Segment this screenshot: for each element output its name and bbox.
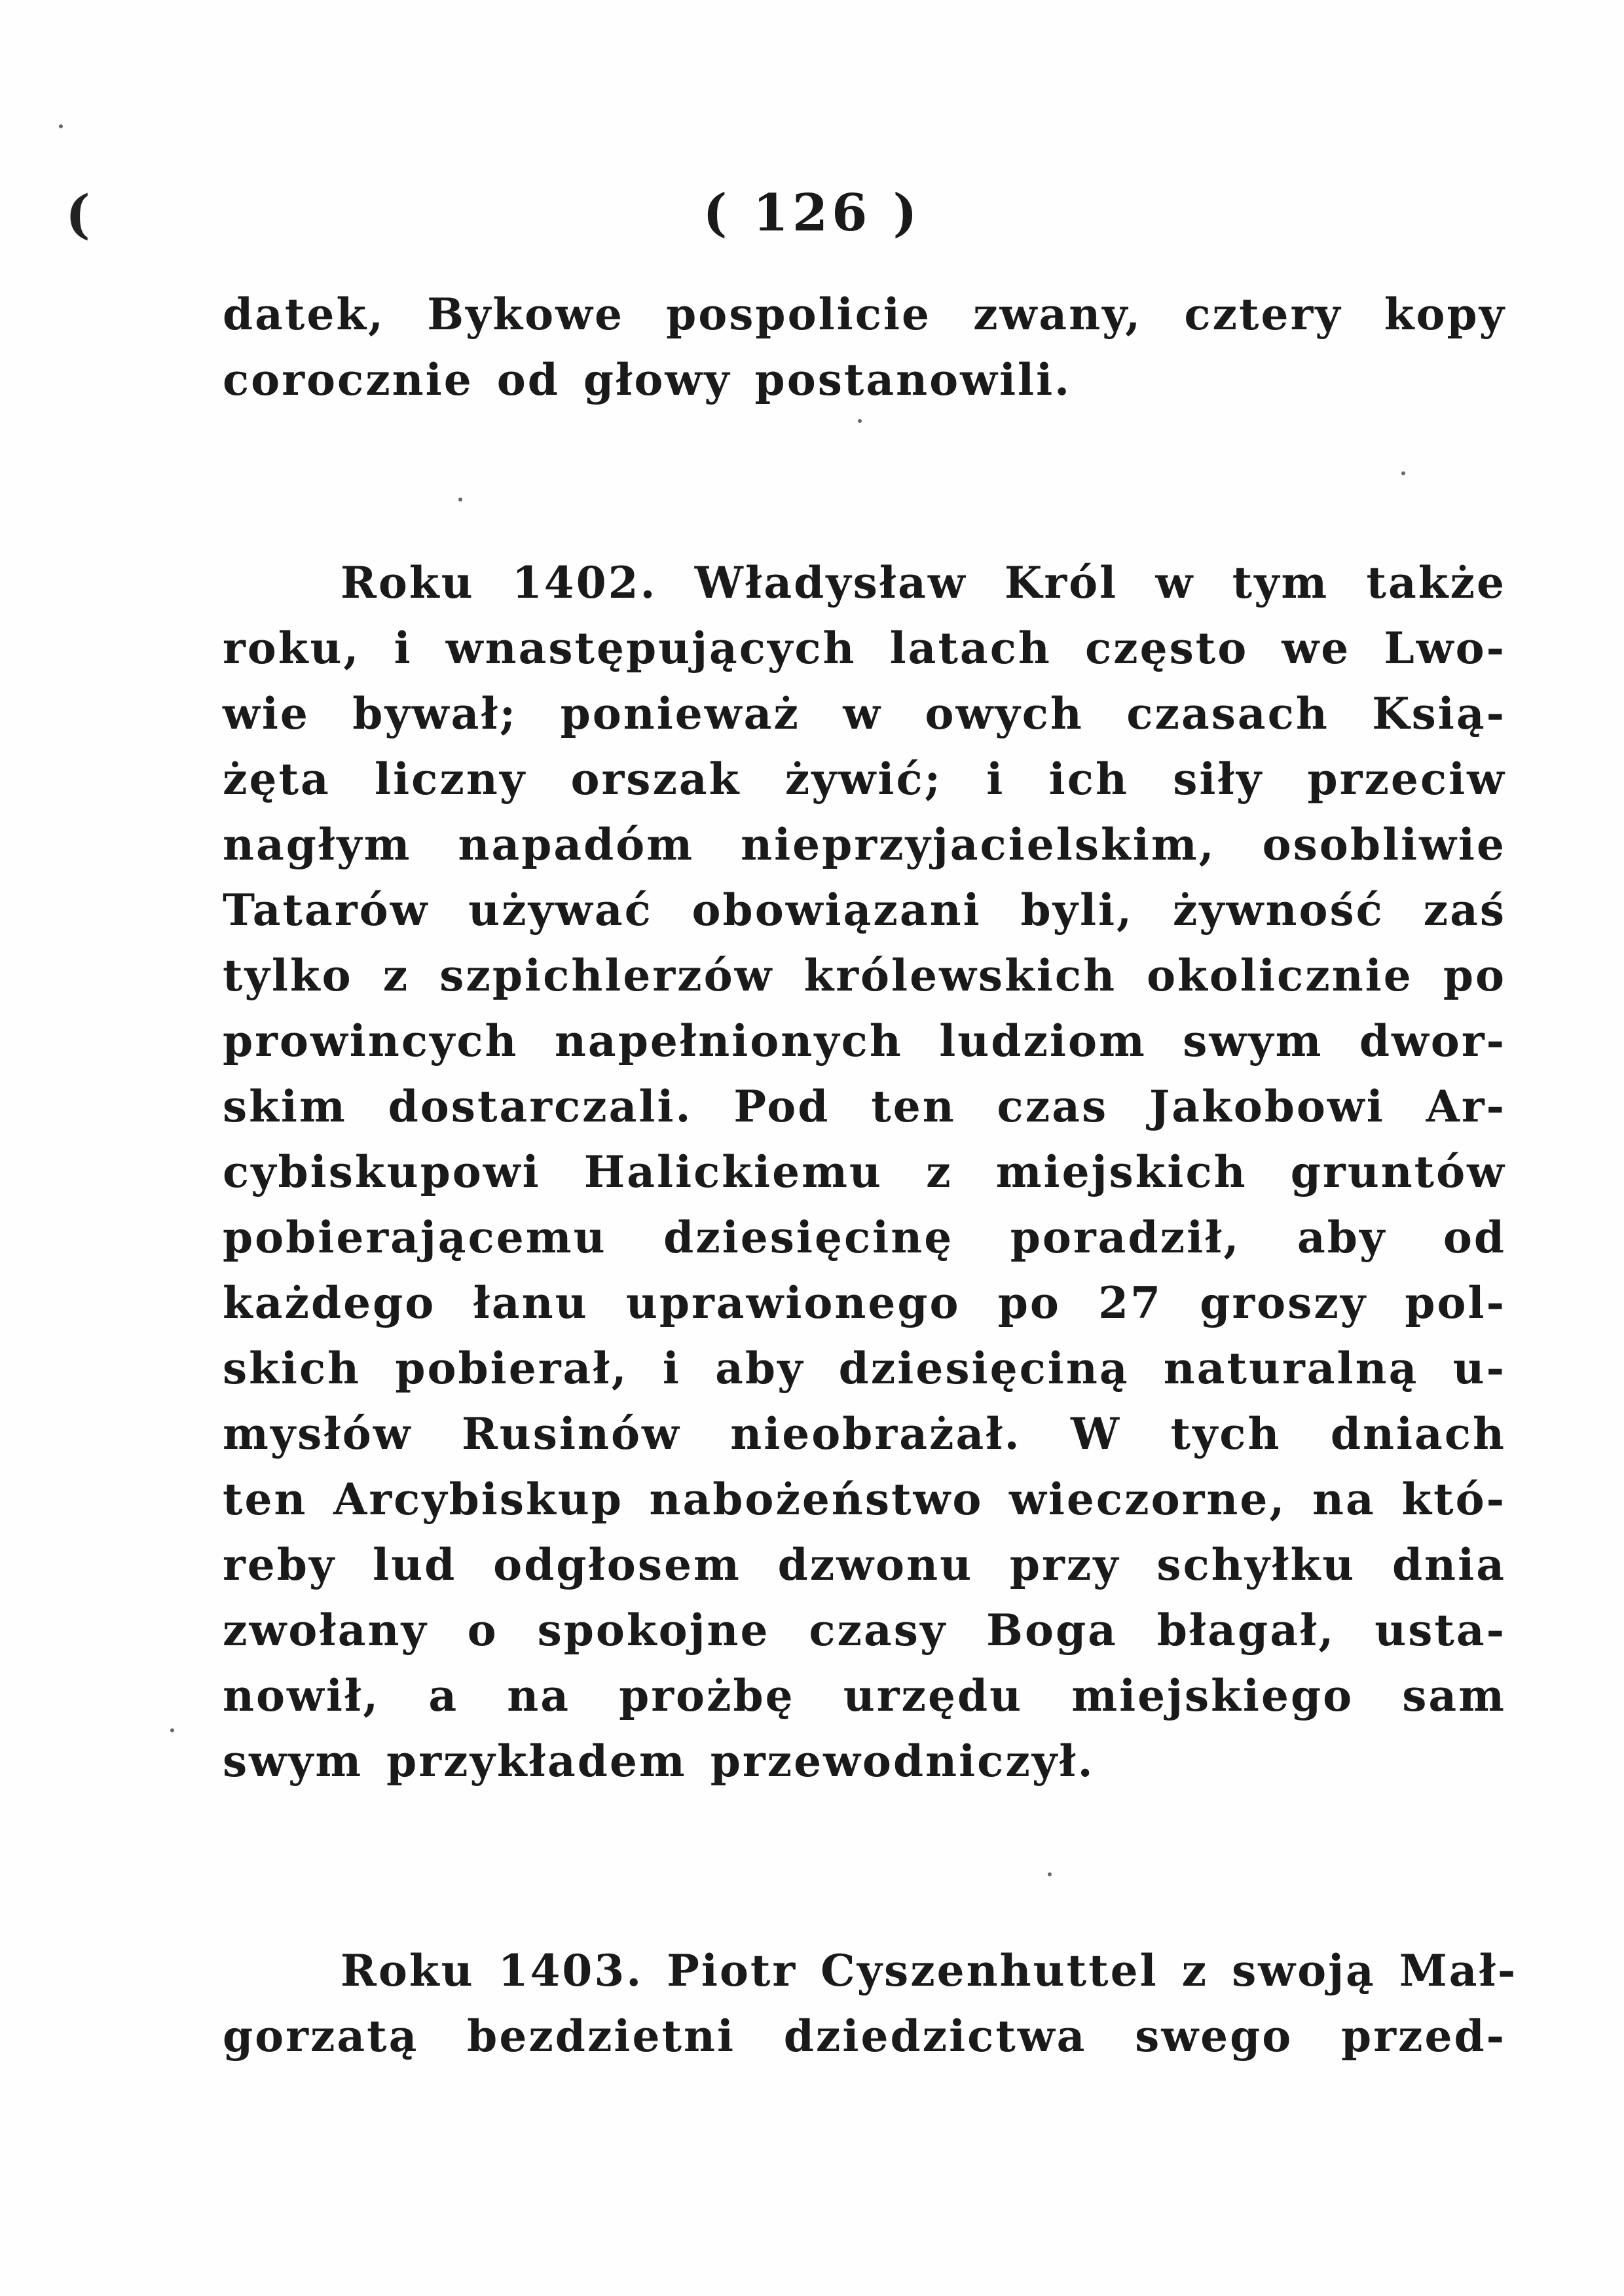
scan-speck bbox=[458, 498, 462, 501]
text-line: żęta liczny orszak żywić; i ich siły przeciw bbox=[223, 754, 1506, 805]
text-line: Tatarów używać obowiązani byli, żywność zaś bbox=[223, 884, 1506, 936]
paragraph-continuation bbox=[223, 282, 1506, 412]
text-line: wie bywał; ponieważ w owych czasach Ksią- bbox=[223, 688, 1506, 739]
text-line: prowincych napełnionych ludziom swym dwor- bbox=[223, 1015, 1506, 1066]
text-line: nagłym napadóm nieprzyjacielskim, osobliwie bbox=[223, 819, 1506, 870]
text-line: reby lud odgłosem dzwonu przy schyłku dnia bbox=[223, 1539, 1506, 1590]
scan-speck bbox=[170, 1728, 174, 1732]
paragraph-roku-1402 bbox=[223, 550, 1506, 1794]
text-line: zwołany o spokojne czasy Boga błagał, usta- bbox=[223, 1605, 1506, 1656]
text-line: pobierającemu dziesięcinę poradził, aby od bbox=[223, 1212, 1506, 1263]
text-line: mysłów Rusinów nieobrażał. W tych dniach bbox=[223, 1408, 1506, 1459]
scan-speck bbox=[59, 124, 63, 128]
text-line: datek, Bykowe pospolicie zwany, cztery kopy bbox=[223, 289, 1506, 340]
text-line: skim dostarczali. Pod ten czas Jakobowi Ar- bbox=[223, 1081, 1506, 1132]
text-line: ten Arcybiskup nabożeństwo wieczorne, na któ- bbox=[223, 1474, 1506, 1525]
text-line: roku, i wnastępujących latach często we Lwo- bbox=[223, 623, 1506, 674]
text-line: swym przykładem przewodniczył. bbox=[223, 1736, 1095, 1787]
text-line: cybiskupowi Halickiemu z miejskich gruntów bbox=[223, 1146, 1506, 1197]
scan-speck bbox=[1401, 471, 1405, 475]
paragraph-roku-1403 bbox=[223, 1938, 1518, 2069]
text-line: Roku 1402. Władysław Król w tym także bbox=[341, 557, 1506, 608]
scan-speck bbox=[1048, 1872, 1052, 1876]
text-line: skich pobierał, i aby dziesięciną naturalną u- bbox=[223, 1343, 1506, 1394]
text-line: gorzatą bezdzietni dziedzictwa swego przed- bbox=[223, 2011, 1506, 2062]
text-line: tylko z szpichlerzów królewskich okolicznie po bbox=[223, 950, 1506, 1001]
page-number: ( 126 ) bbox=[703, 183, 921, 243]
text-line: Roku 1403. Piotr Cyszenhuttel z swoją Mał- bbox=[341, 1945, 1518, 1996]
margin-mark: ( bbox=[65, 183, 90, 245]
text-line: każdego łanu uprawionego po 27 groszy pol- bbox=[223, 1277, 1506, 1328]
text-line: nowił, a na prożbę urzędu miejskiego sam bbox=[223, 1670, 1506, 1721]
scan-speck bbox=[858, 419, 862, 423]
text-line: corocznie od głowy postanowili. bbox=[223, 354, 1072, 405]
